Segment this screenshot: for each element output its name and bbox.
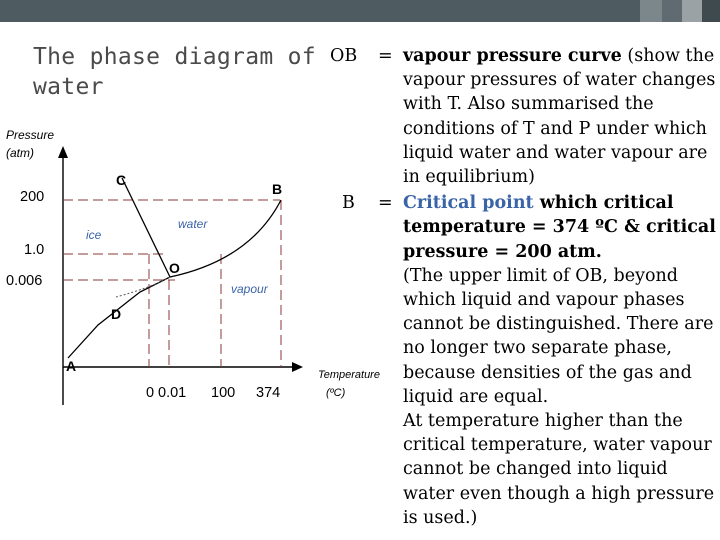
ice-region-label: ice <box>86 228 102 242</box>
x-axis-unit: (ºC) <box>326 387 346 399</box>
b-key: B <box>342 193 355 214</box>
ob-description: (show the vapour pressures of water changes with T. Also summarised the conditions of T and P under which liquid water and water vapour are in equilibrium) <box>403 46 716 188</box>
point-o-label: O <box>169 260 180 276</box>
b-extra-note: At temperature higher than the critical temperature, water vapour cannot be changed into liquid water even though a high pressure is used.) <box>403 411 715 528</box>
y-tick-label: 200 <box>20 189 45 205</box>
topbar-segment <box>640 0 662 22</box>
y-axis-arrow <box>58 146 68 158</box>
phase-diagram-canvas <box>0 120 330 420</box>
topbar-segment <box>662 0 682 22</box>
y-axis-unit: (atm) <box>6 146 34 160</box>
ob-key: OB <box>330 46 358 66</box>
curve-oc <box>122 178 170 277</box>
b-definition <box>330 191 720 530</box>
explanation-panel <box>330 44 720 530</box>
y-axis-label: Pressure <box>6 128 55 142</box>
x-tick-label: 0 <box>146 385 155 401</box>
point-d-label: D <box>111 306 122 322</box>
point-a-label: A <box>66 358 77 374</box>
x-tick-label: 374 <box>256 385 281 401</box>
topbar-segment <box>0 0 640 22</box>
top-decor-bar <box>0 0 720 22</box>
x-tick-label: 100 <box>211 385 236 401</box>
phase-diagram <box>0 120 330 420</box>
y-tick-label: 1.0 <box>24 242 45 258</box>
y-tick-label: 0.006 <box>6 273 43 289</box>
b-term: Critical point <box>403 193 534 214</box>
x-axis-arrow <box>292 362 303 372</box>
topbar-segment <box>702 0 720 22</box>
ob-term: vapour pressure curve <box>403 46 622 66</box>
vapour-region-label: vapour <box>231 282 268 296</box>
b-equals: = <box>378 193 393 214</box>
topbar-segment <box>682 0 702 22</box>
water-region-label: water <box>178 217 208 231</box>
point-c-label: C <box>116 172 127 188</box>
x-tick-label: 0.01 <box>158 385 187 401</box>
ob-definition <box>330 44 720 189</box>
ob-equals: = <box>378 46 393 66</box>
x-axis-label: Temperature <box>318 369 380 381</box>
b-description: (The upper limit of OB, beyond which liquid and vapour phases cannot be distinguished. There are no longer two separate phase, because densities of the gas and liquid are equal. <box>403 265 714 407</box>
point-b-label: B <box>272 181 283 197</box>
slide-title: The phase diagram of water <box>33 44 316 100</box>
curve-ob <box>170 200 281 277</box>
b-critical-values: which critical temperature = 374 ºC & critical pressure = 200 atm. <box>403 193 716 262</box>
